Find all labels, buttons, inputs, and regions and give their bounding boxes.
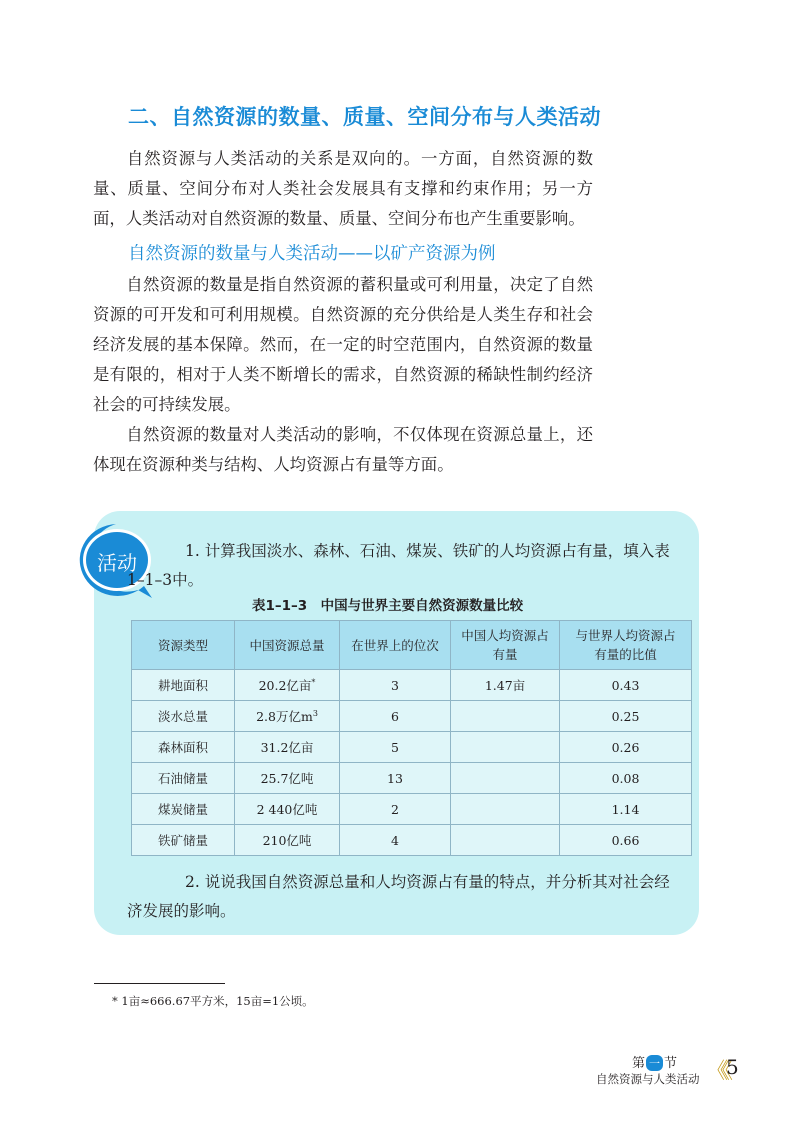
table-row xyxy=(132,670,692,701)
cell-ratio: 1.14 xyxy=(560,794,692,825)
cell-total: 2 440亿吨 xyxy=(235,794,340,825)
paragraph-quantity: 自然资源的数量是指自然资源的蓄积量或可利用量，决定了自然资源的可开发和可利用规模。自然资源的充分供给是人类生存和社会经济发展的基本保障。然而，在一定的时空范围内，自然资源的数量是有限的，相对于人类不断增长的需求，自然资源的稀缺性制约经济社会的可持续发展。 xyxy=(93,275,593,414)
table-caption: 表1–1–3 中国与世界主要自然资源数量比较 xyxy=(252,598,524,614)
chapter-subtitle: 自然资源与人类活动 xyxy=(596,1072,700,1086)
table-header-row xyxy=(132,621,692,670)
cell-rank: 6 xyxy=(340,701,451,732)
cell-per-capita xyxy=(451,794,560,825)
intro-paragraph: 自然资源与人类活动的关系是双向的。一方面，自然资源的数量、质量、空间分布对人类社会发展具有支撑和约束作用；另一方面，人类活动对自然资源的数量、质量、空间分布也产生重要影响。 xyxy=(93,149,593,228)
cell-rank: 4 xyxy=(340,825,451,856)
resource-table xyxy=(131,620,692,856)
table-row xyxy=(132,763,692,794)
section-number-badge: 一 xyxy=(646,1055,663,1071)
cell-ratio: 0.26 xyxy=(560,732,692,763)
activity-question-1: 1. 计算我国淡水、森林、石油、煤炭、铁矿的人均资源占有量，填入表1–1–3中。 xyxy=(127,542,670,589)
column-header: 与世界人均资源占有量的比值 xyxy=(560,621,692,670)
cell-name: 耕地面积 xyxy=(132,670,235,701)
cell-rank: 3 xyxy=(340,670,451,701)
footnote: * 1亩≈666.67平方米，15亩=1公顷。 xyxy=(112,994,314,1008)
cell-ratio: 0.43 xyxy=(560,670,692,701)
cell-name: 铁矿储量 xyxy=(132,825,235,856)
cell-ratio: 0.08 xyxy=(560,763,692,794)
activity-question-2: 2. 说说我国自然资源总量和人均资源占有量的特点，并分析其对社会经济发展的影响。 xyxy=(127,873,670,920)
cell-total: 210亿吨 xyxy=(235,825,340,856)
table-row xyxy=(132,732,692,763)
cell-name: 石油储量 xyxy=(132,763,235,794)
column-header: 中国资源总量 xyxy=(235,621,340,670)
cell-name: 森林面积 xyxy=(132,732,235,763)
column-header: 中国人均资源占有量 xyxy=(451,621,560,670)
cell-ratio: 0.25 xyxy=(560,701,692,732)
cell-total: 2.8万亿$m^3$ xyxy=(235,701,340,732)
cell-ratio: 0.66 xyxy=(560,825,692,856)
column-header: 资源类型 xyxy=(132,621,235,670)
cell-rank: 2 xyxy=(340,794,451,825)
cell-per-capita xyxy=(451,701,560,732)
column-header: 在世界上的位次 xyxy=(340,621,451,670)
table-row xyxy=(132,794,692,825)
cell-rank: 13 xyxy=(340,763,451,794)
paragraph-influence: 自然资源的数量对人类活动的影响，不仅体现在资源总量上，还体现在资源种类与结构、人均资源占有量等方面。 xyxy=(93,425,593,474)
cell-name: 煤炭储量 xyxy=(132,794,235,825)
table-row xyxy=(132,701,692,732)
page-number: 5 xyxy=(726,1055,739,1079)
cell-total: 25.7亿吨 xyxy=(235,763,340,794)
section-label: 第 一 节 xyxy=(632,1056,678,1071)
table-row xyxy=(132,825,692,856)
subsection-heading: 自然资源的数量与人类活动——以矿产资源为例 xyxy=(128,244,496,264)
activity-badge: 活动 xyxy=(83,529,151,591)
chevron-left-icon: 《《 xyxy=(706,1059,728,1084)
footnote-divider xyxy=(94,983,225,984)
cell-per-capita xyxy=(451,825,560,856)
section-heading: 二、自然资源的数量、质量、空间分布与人类活动 xyxy=(128,105,601,129)
cell-rank: 5 xyxy=(340,732,451,763)
cell-per-capita xyxy=(451,763,560,794)
cell-total: 31.2亿亩 xyxy=(235,732,340,763)
cell-total: 20.2亿亩* xyxy=(235,670,340,701)
cell-per-capita: 1.47亩 xyxy=(451,670,560,701)
cell-name: 淡水总量 xyxy=(132,701,235,732)
cell-per-capita xyxy=(451,732,560,763)
